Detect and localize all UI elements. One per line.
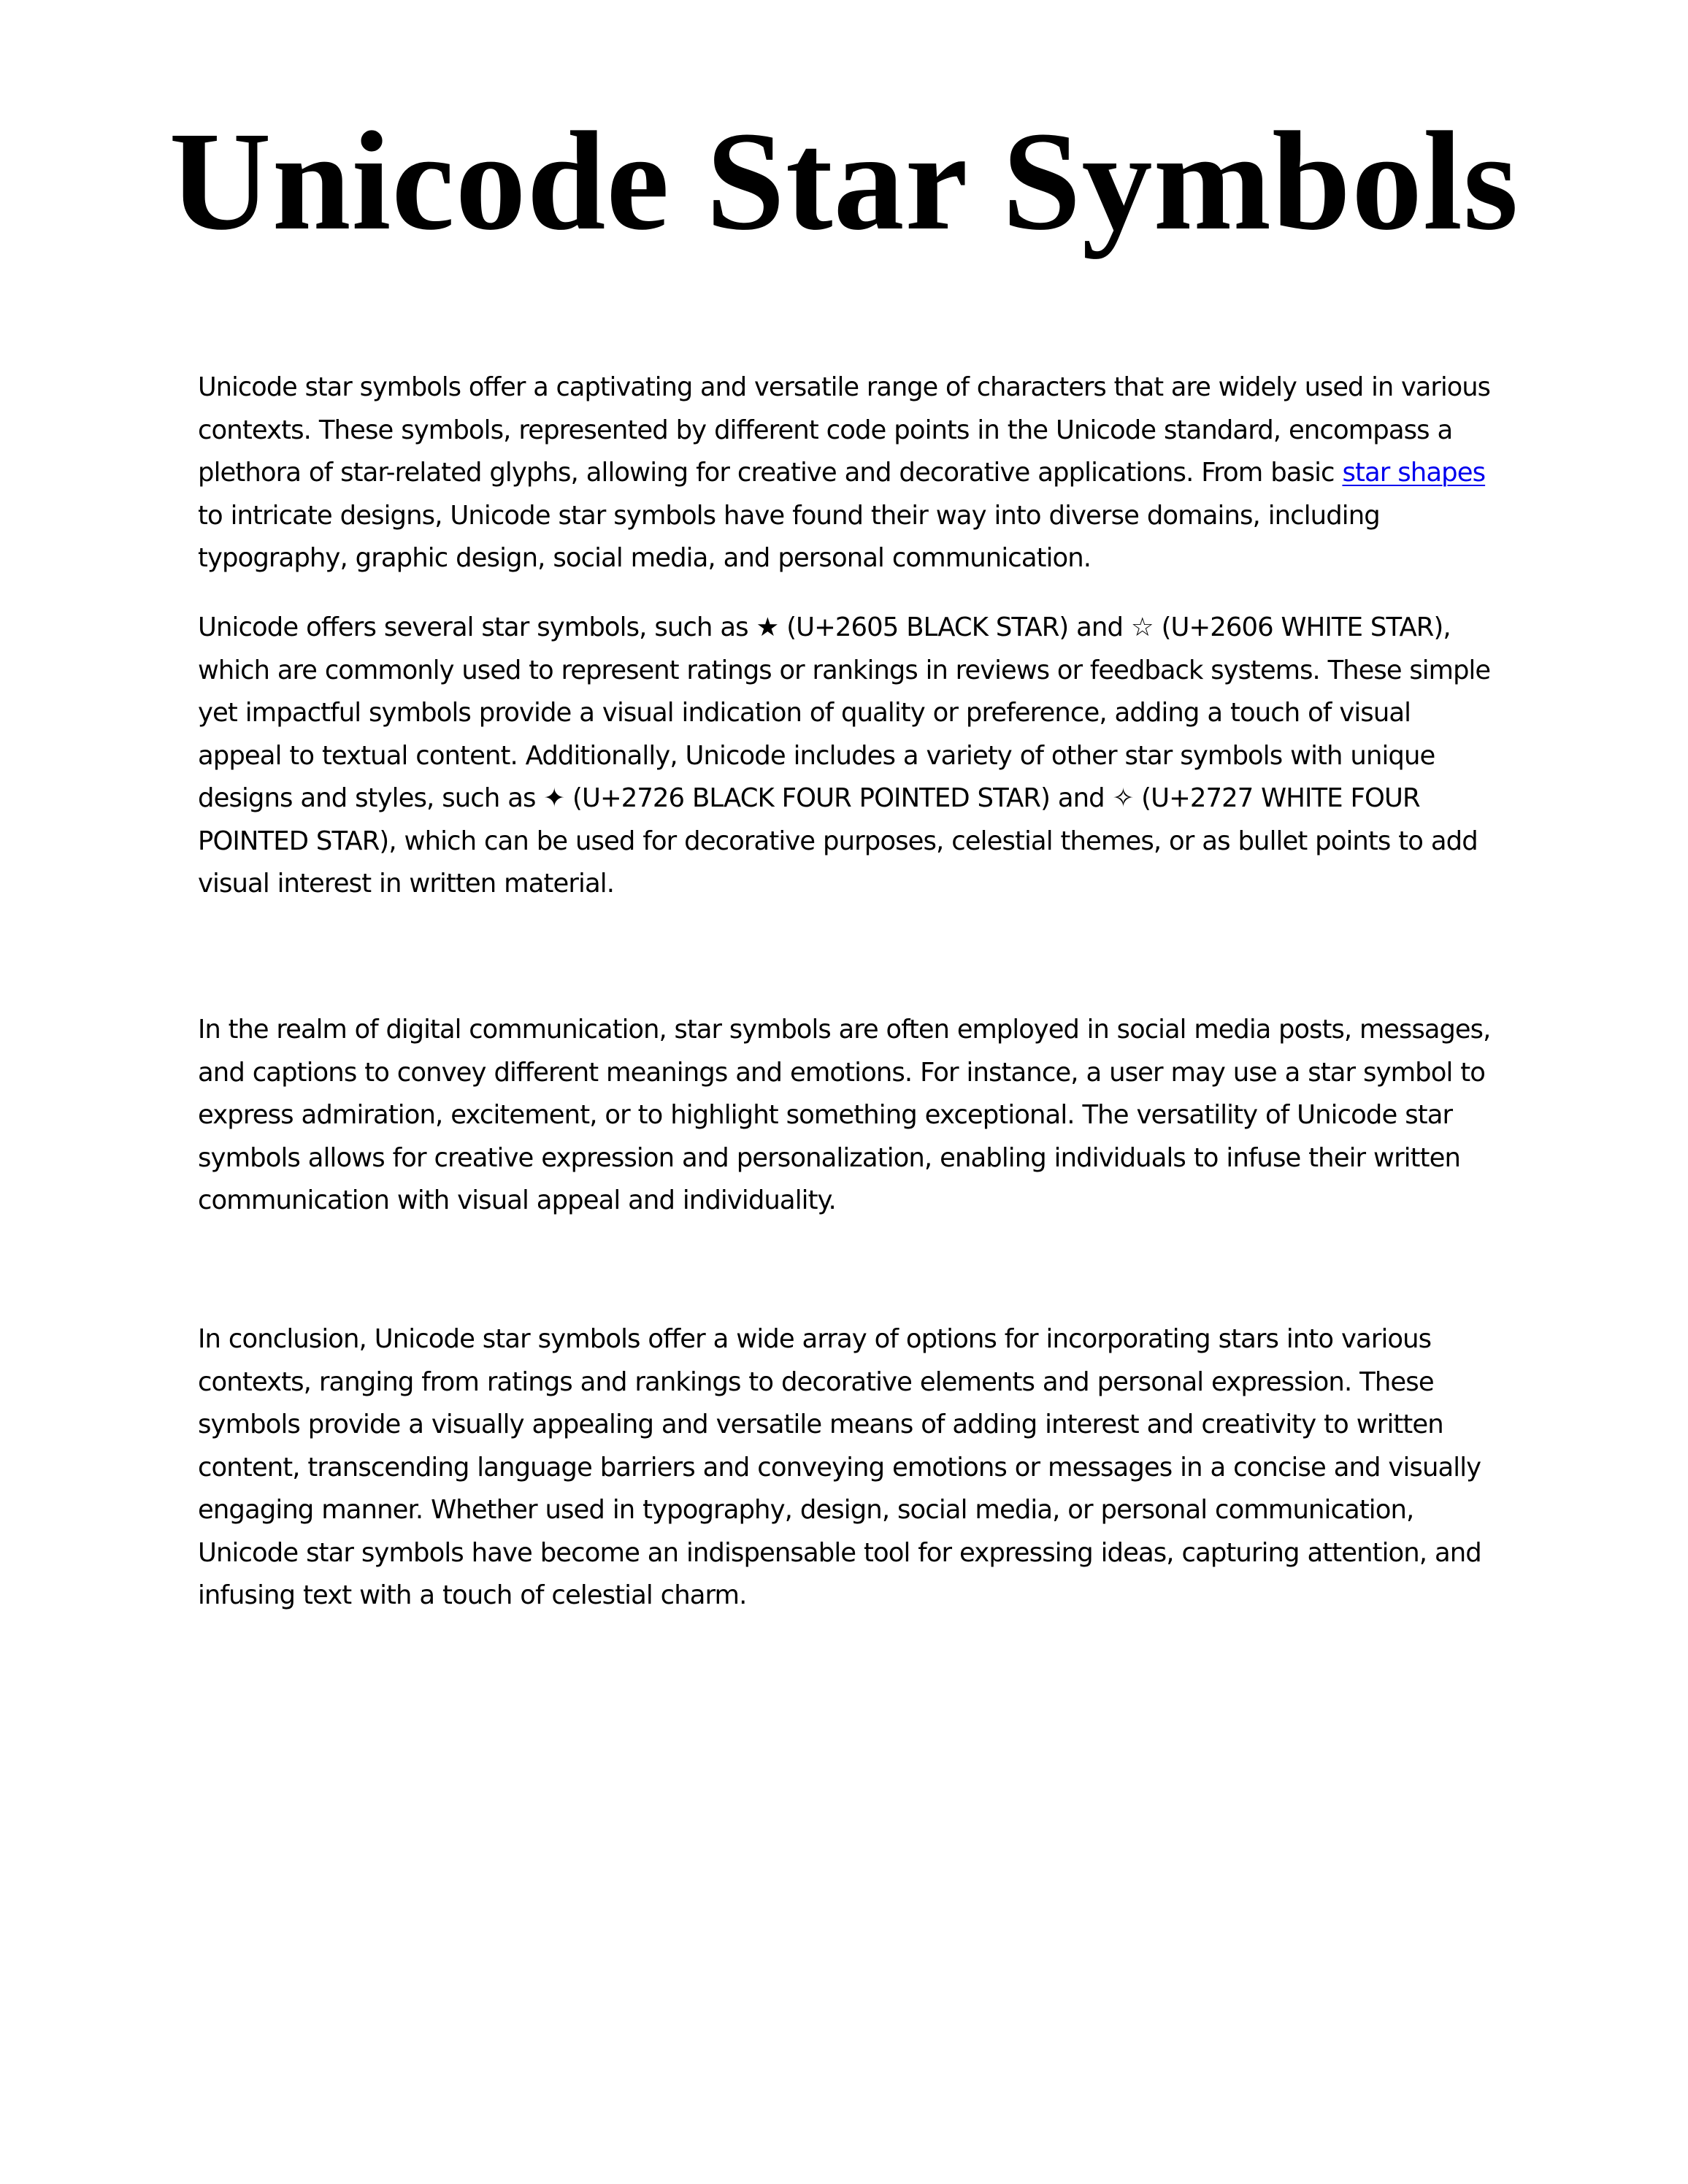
paragraph-line: contexts, ranging from ratings and rankings to decorative elements and personal expression. These bbox=[198, 1366, 1434, 1397]
paragraph-line: infusing text with a touch of celestial charm. bbox=[198, 1580, 747, 1610]
paragraph-line: appeal to textual content. Additionally, Unicode includes a variety of other star symbols with unique bbox=[198, 740, 1435, 771]
paragraph-line: content, transcending language barriers and conveying emotions or messages in a concise and visually bbox=[198, 1452, 1481, 1483]
paragraph-line: yet impactful symbols provide a visual indication of quality or preference, adding a touch of visual bbox=[198, 698, 1411, 728]
star-symbols-paragraph bbox=[198, 607, 1490, 906]
paragraph-line: engaging manner. Whether used in typography, design, social media, or personal communication, bbox=[198, 1495, 1414, 1525]
star-shapes-link[interactable]: star shapes bbox=[1342, 458, 1486, 488]
paragraph-text: (U+2605 BLACK STAR) and bbox=[778, 612, 1131, 642]
paragraph-line: typography, graphic design, social media, and personal communication. bbox=[198, 543, 1092, 573]
paragraph-line: communication with visual appeal and individuality. bbox=[198, 1185, 836, 1215]
white-star-icon: ☆ bbox=[1130, 612, 1154, 642]
paragraph-text: (U+2606 WHITE STAR), bbox=[1153, 612, 1451, 642]
paragraph-line: contexts. These symbols, represented by different code points in the Unicode standard, encompass a bbox=[198, 415, 1453, 445]
digital-communication-paragraph bbox=[198, 1009, 1490, 1223]
paragraph-line: symbols provide a visually appealing and versatile means of adding interest and creativity to written bbox=[198, 1410, 1443, 1439]
conclusion-paragraph bbox=[198, 1318, 1490, 1618]
paragraph-line: visual interest in written material. bbox=[198, 869, 615, 899]
paragraph-line: symbols allows for creative expression and personalization, enabling individuals to infuse their written bbox=[198, 1142, 1461, 1173]
black-star-icon: ★ bbox=[756, 612, 779, 642]
paragraph-line: Unicode star symbols have become an indispensable tool for expressing ideas, capturing attention, and bbox=[198, 1537, 1481, 1568]
white-four-pointed-star-icon: ✧ bbox=[1112, 783, 1134, 813]
paragraph-line bbox=[198, 452, 1490, 495]
paragraph-line: In conclusion, Unicode star symbols offer a wide array of options for incorporating stars into various bbox=[198, 1324, 1432, 1354]
paragraph-line: and captions to convey different meanings and emotions. For instance, a user may use a star symbol to bbox=[198, 1057, 1486, 1088]
paragraph-text: designs and styles, such as bbox=[198, 783, 544, 813]
paragraph-text: plethora of star-related glyphs, allowing for creative and decorative applications. From basic bbox=[198, 458, 1343, 488]
paragraph-line: POINTED STAR), which can be used for decorative purposes, celestial themes, or as bullet points to add bbox=[198, 826, 1478, 856]
paragraph-line: In the realm of digital communication, star symbols are often employed in social media posts, messages, bbox=[198, 1015, 1491, 1045]
paragraph-text: Unicode offers several star symbols, such as bbox=[198, 612, 756, 642]
paragraph-line: to intricate designs, Unicode star symbols have found their way into diverse domains, including bbox=[198, 500, 1380, 531]
page-title: Unicode Star Symbols bbox=[169, 102, 1519, 259]
paragraph-line: express admiration, excitement, or to highlight something exceptional. The versatility of Unicode star bbox=[198, 1100, 1453, 1130]
paragraph-text: (U+2726 BLACK FOUR POINTED STAR) and bbox=[564, 783, 1113, 813]
paragraph-line bbox=[198, 607, 1490, 650]
black-four-pointed-star-icon: ✦ bbox=[543, 783, 565, 813]
paragraph-line: which are commonly used to represent ratings or rankings in reviews or feedback systems. These simple bbox=[198, 655, 1491, 685]
intro-paragraph bbox=[198, 366, 1490, 580]
paragraph-line bbox=[198, 777, 1490, 820]
paragraph-line: Unicode star symbols offer a captivating and versatile range of characters that are widely used in various bbox=[198, 372, 1491, 402]
paragraph-text: (U+2727 WHITE FOUR bbox=[1133, 783, 1420, 813]
